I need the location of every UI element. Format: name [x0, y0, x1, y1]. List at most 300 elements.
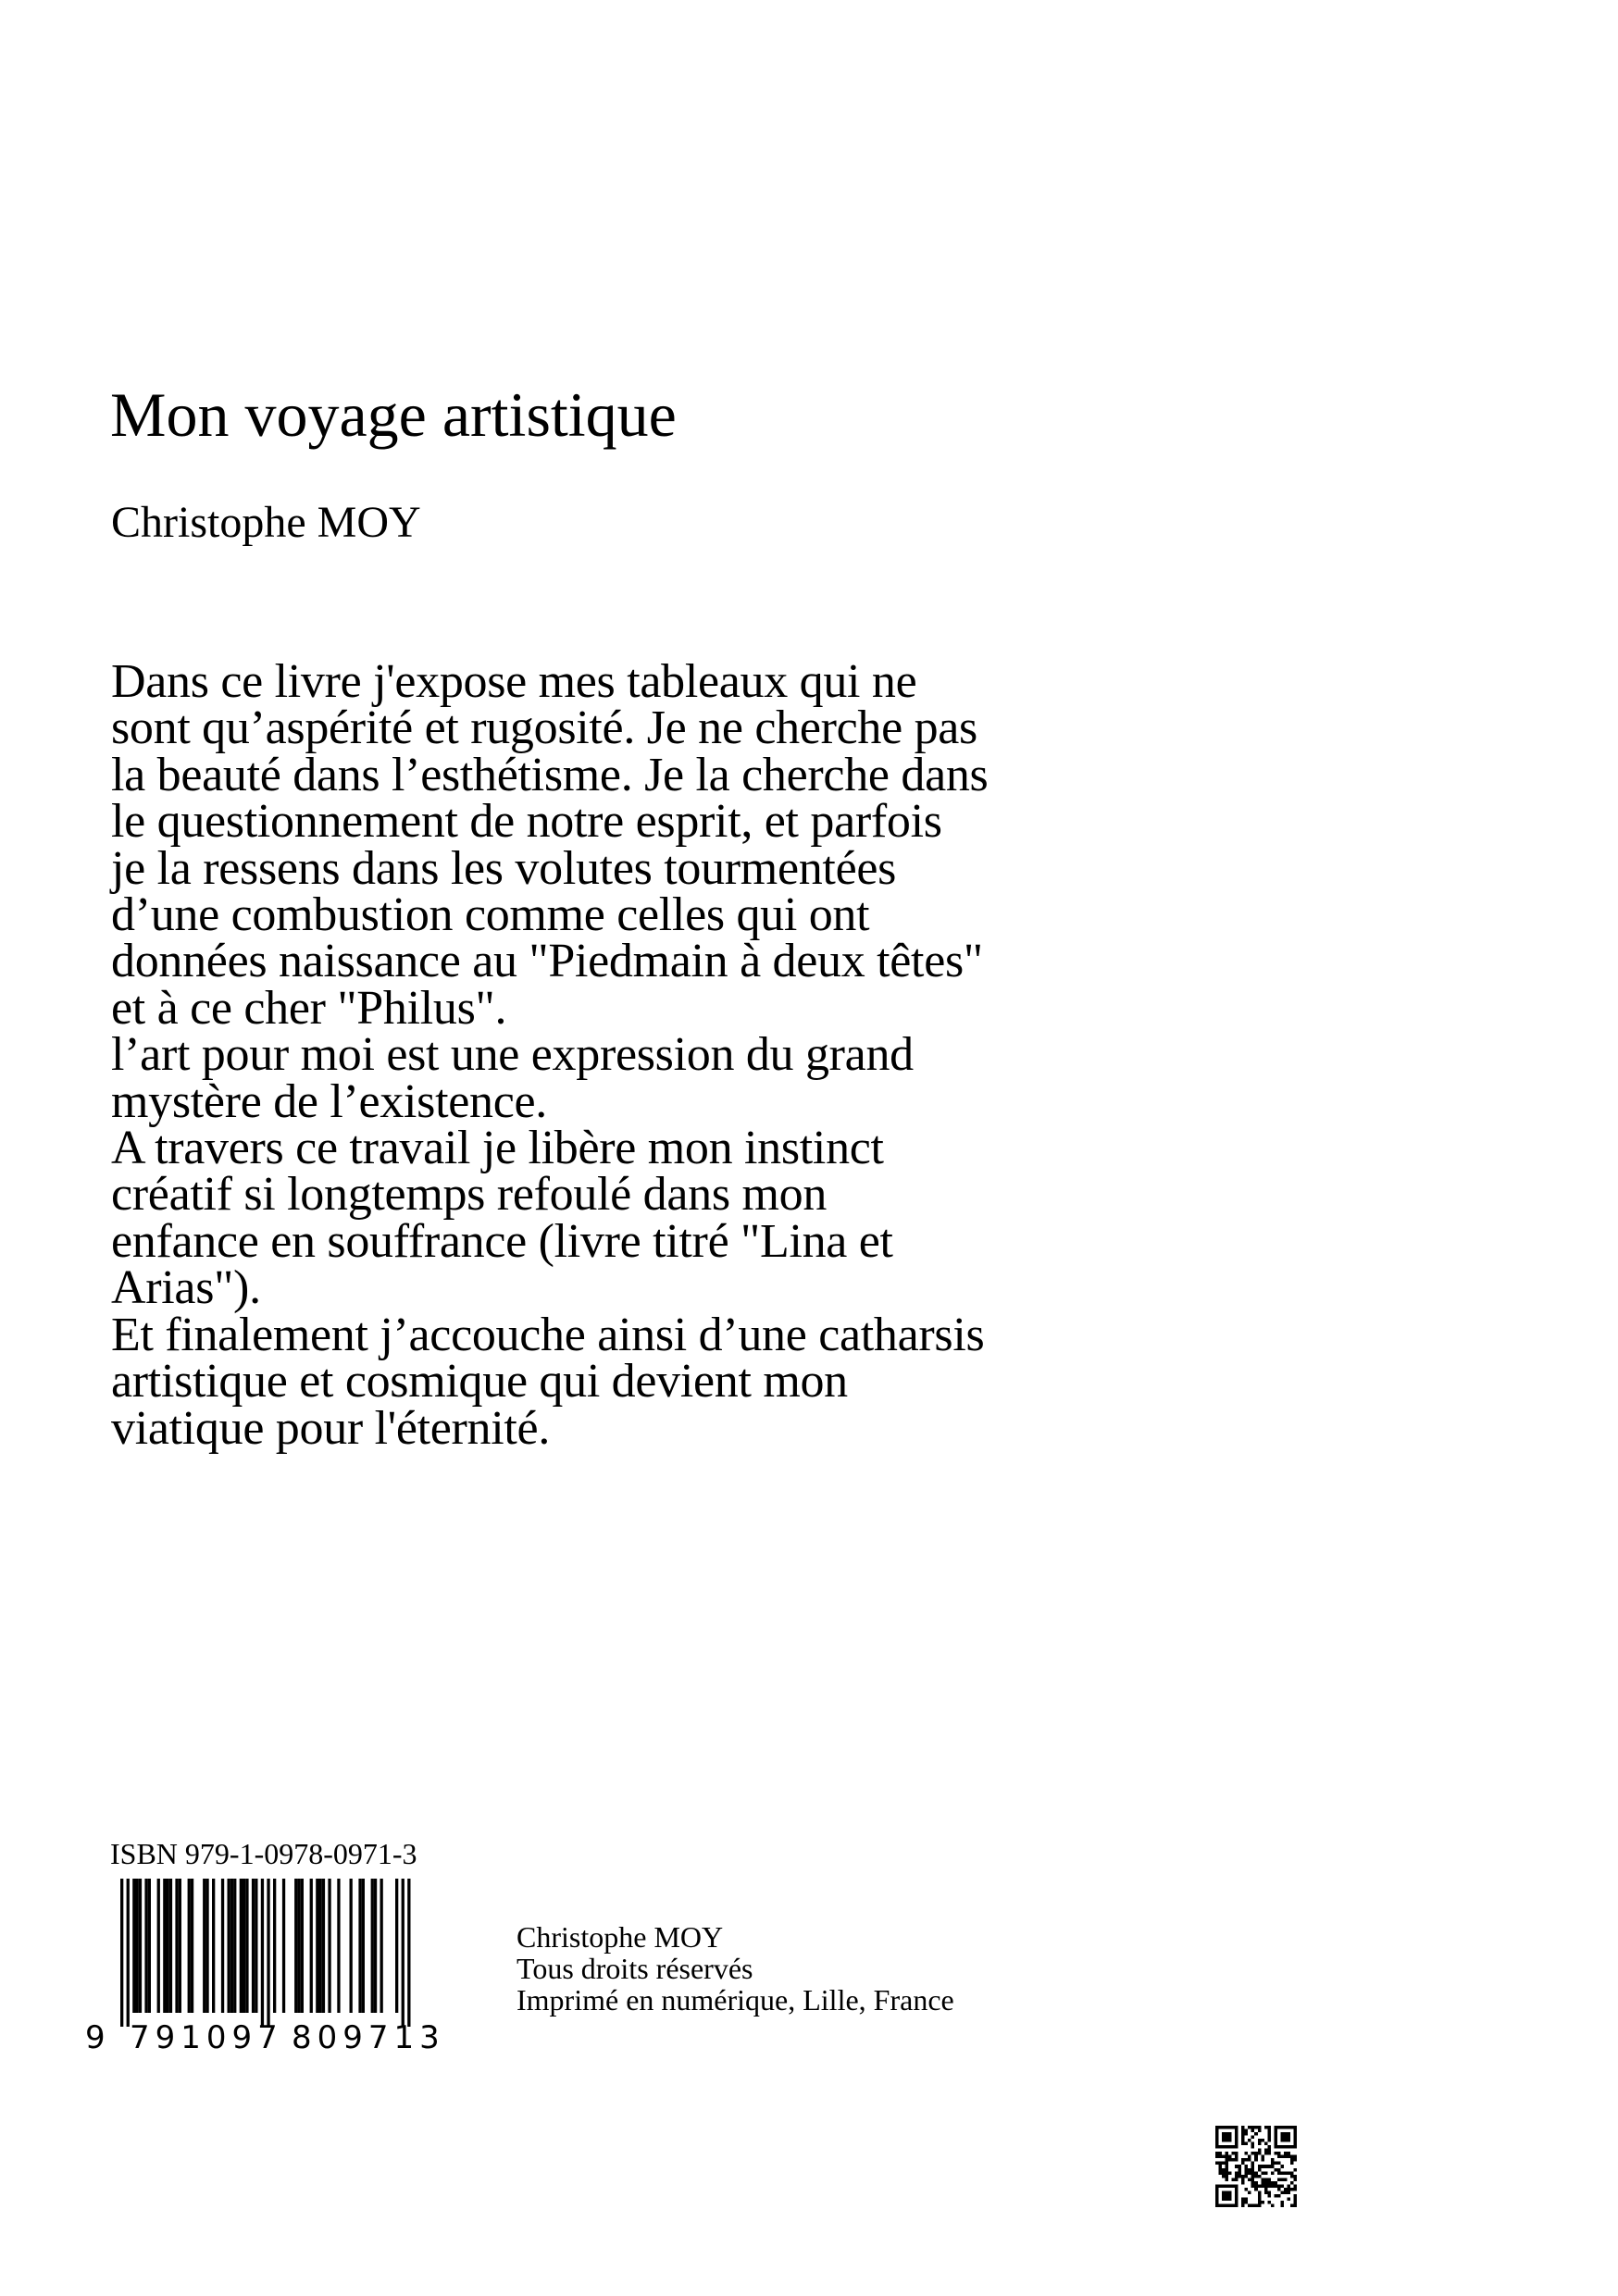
qr-module — [1267, 2181, 1271, 2185]
qr-module — [1245, 2168, 1249, 2172]
qr-module — [1287, 2188, 1290, 2191]
qr-module — [1228, 2184, 1232, 2188]
barcode-bar — [120, 1879, 123, 2027]
qr-module — [1222, 2139, 1226, 2142]
barcode-bar — [252, 1879, 255, 2013]
qr-module — [1232, 2203, 1236, 2207]
qr-module — [1232, 2184, 1236, 2188]
qr-module — [1245, 2171, 1249, 2175]
qr-module — [1219, 2171, 1223, 2175]
qr-module — [1264, 2191, 1268, 2194]
qr-module — [1258, 2149, 1262, 2153]
qr-module — [1287, 2132, 1290, 2136]
barcode-bar — [245, 1879, 248, 2013]
qr-module — [1228, 2139, 1232, 2142]
qr-module — [1219, 2203, 1223, 2207]
blurb-line: A travers ce travail je libère mon instinct — [111, 1122, 884, 1175]
qr-module — [1284, 2136, 1288, 2140]
qr-module — [1232, 2126, 1236, 2129]
qr-module — [1271, 2181, 1275, 2185]
qr-module — [1241, 2203, 1245, 2207]
qr-module — [1293, 2142, 1297, 2146]
barcode-bar — [358, 1879, 361, 2013]
qr-module — [1222, 2168, 1226, 2172]
qr-module — [1228, 2126, 1232, 2129]
qr-module — [1258, 2126, 1262, 2129]
qr-module — [1261, 2178, 1264, 2181]
blurb-line: le questionnement de notre esprit, et parfois — [111, 795, 942, 849]
qr-module — [1241, 2178, 1245, 2181]
qr-module — [1241, 2201, 1245, 2204]
qr-module — [1264, 2178, 1268, 2181]
qr-module — [1235, 2152, 1238, 2155]
imprint-rights: Tous droits réservés — [517, 1952, 753, 1985]
qr-module — [1267, 2191, 1271, 2194]
qr-module — [1264, 2149, 1268, 2153]
qr-module — [1284, 2152, 1288, 2155]
qr-module — [1293, 2129, 1297, 2133]
qr-module — [1267, 2152, 1271, 2155]
qr-module — [1293, 2139, 1297, 2142]
qr-module — [1228, 2145, 1232, 2149]
qr-module — [1226, 2184, 1229, 2188]
qr-module — [1251, 2129, 1255, 2133]
qr-module — [1254, 2184, 1258, 2188]
qr-module — [1277, 2152, 1281, 2155]
qr-module — [1274, 2145, 1277, 2149]
qr-module — [1290, 2145, 1294, 2149]
barcode-bar — [144, 1879, 147, 2013]
qr-module — [1287, 2171, 1290, 2175]
qr-module — [1241, 2136, 1245, 2140]
qr-module — [1258, 2165, 1262, 2168]
qr-module — [1261, 2184, 1264, 2188]
barcode-bar — [294, 1879, 297, 2013]
qr-module — [1235, 2142, 1238, 2146]
qr-module — [1215, 2136, 1219, 2140]
qr-module — [1222, 2126, 1226, 2129]
blurb-line: sont qu’aspérité et rugosité. Je ne cherche pas — [111, 701, 977, 755]
qr-module — [1287, 2126, 1290, 2129]
barcode-bar — [301, 1879, 304, 2013]
qr-module — [1222, 2136, 1226, 2140]
qr-module — [1241, 2126, 1245, 2129]
barcode-bar — [337, 1879, 340, 2013]
qr-module — [1267, 2149, 1271, 2153]
qr-module — [1290, 2175, 1294, 2178]
qr-module — [1280, 2178, 1284, 2181]
qr-module — [1226, 2194, 1229, 2198]
qr-module — [1248, 2126, 1251, 2129]
qr-module — [1280, 2126, 1284, 2129]
barcode-bar — [243, 1879, 245, 2013]
qr-module — [1264, 2171, 1268, 2175]
qr-module — [1258, 2152, 1262, 2155]
qr-module — [1267, 2184, 1271, 2188]
blurb-line: je la ressens dans les volutes tourmentées — [111, 841, 897, 895]
qr-module — [1261, 2165, 1264, 2168]
qr-module — [1241, 2129, 1245, 2133]
qr-module — [1251, 2145, 1255, 2149]
qr-module — [1219, 2155, 1223, 2159]
qr-module — [1274, 2132, 1277, 2136]
qr-module — [1280, 2203, 1284, 2207]
qr-module — [1264, 2165, 1268, 2168]
barcode-bar — [297, 1879, 300, 2013]
qr-module — [1219, 2162, 1223, 2166]
qr-module — [1228, 2171, 1232, 2175]
qr-module — [1235, 2175, 1238, 2178]
qr-module — [1274, 2152, 1277, 2155]
qr-module — [1251, 2203, 1255, 2207]
barcode-bar — [230, 1879, 233, 2013]
qr-module — [1215, 2139, 1219, 2142]
qr-module — [1251, 2175, 1255, 2178]
barcode-bar — [319, 1879, 322, 2013]
qr-module — [1226, 2158, 1229, 2162]
qr-module — [1261, 2158, 1264, 2162]
qr-module — [1254, 2158, 1258, 2162]
barcode-bar — [179, 1879, 181, 2013]
qr-module — [1235, 2184, 1238, 2188]
qr-module — [1261, 2201, 1264, 2204]
barcode-bar — [407, 1879, 410, 2027]
qr-module — [1267, 2145, 1271, 2149]
qr-module — [1228, 2132, 1232, 2136]
qr-module — [1245, 2201, 1249, 2204]
qr-module — [1271, 2158, 1275, 2162]
qr-module — [1271, 2184, 1275, 2188]
qr-module — [1271, 2203, 1275, 2207]
qr-module — [1215, 2142, 1219, 2146]
imprint-printing: Imprimé en numérique, Lille, France — [517, 1983, 954, 2017]
qr-module — [1284, 2145, 1288, 2149]
qr-module — [1235, 2155, 1238, 2159]
barcode-bar — [191, 1879, 193, 2013]
qr-module — [1241, 2175, 1245, 2178]
barcode-lead-digit: 9 — [85, 2019, 106, 2050]
qr-module — [1235, 2178, 1238, 2181]
qr-module — [1293, 2184, 1297, 2188]
qr-module — [1238, 2168, 1242, 2172]
blurb-line: Arias"). — [111, 1261, 261, 1315]
imprint — [517, 1921, 954, 2016]
blurb-line: mystère de l’existence. — [111, 1074, 548, 1128]
qr-module — [1251, 2162, 1255, 2166]
qr-module — [1226, 2155, 1229, 2159]
qr-module — [1226, 2168, 1229, 2172]
barcode-bar — [233, 1879, 236, 2013]
qr-module — [1267, 2136, 1271, 2140]
barcode-right-digits: 809713 — [292, 2019, 445, 2050]
book-author: Christophe MOY — [111, 498, 421, 547]
qr-module — [1232, 2178, 1236, 2181]
blurb-line: enfance en souffrance (livre titré "Lina et — [111, 1214, 893, 1268]
qr-module — [1277, 2145, 1281, 2149]
barcode-bar — [371, 1879, 374, 2013]
qr-module — [1226, 2162, 1229, 2166]
qr-module — [1215, 2162, 1219, 2166]
barcode-bar — [316, 1879, 318, 2013]
qr-module — [1238, 2171, 1242, 2175]
qr-module — [1258, 2175, 1262, 2178]
qr-module — [1241, 2197, 1245, 2201]
qr-module — [1264, 2181, 1268, 2185]
qr-module — [1226, 2175, 1229, 2178]
barcode-bar — [402, 1879, 404, 2027]
qr-module — [1290, 2162, 1294, 2166]
barcode-bar — [148, 1879, 151, 2013]
qr-module — [1293, 2132, 1297, 2136]
barcode-bar — [175, 1879, 178, 2013]
qr-module — [1251, 2168, 1255, 2172]
qr-module — [1293, 2197, 1297, 2201]
qr-module — [1277, 2171, 1281, 2175]
qr-module — [1293, 2158, 1297, 2162]
qr-module — [1245, 2142, 1249, 2146]
qr-module — [1274, 2168, 1277, 2172]
isbn-label: ISBN 979-1-0978-0971-3 — [110, 1837, 417, 1870]
qr-module — [1280, 2136, 1284, 2140]
qr-module — [1245, 2197, 1249, 2201]
qr-code-icon — [1215, 2126, 1297, 2207]
qr-module — [1235, 2194, 1238, 2198]
barcode-left-digits: 791097 — [130, 2019, 283, 2050]
qr-module — [1277, 2188, 1281, 2191]
imprint-author: Christophe MOY — [517, 1920, 724, 1954]
qr-module — [1248, 2191, 1251, 2194]
qr-module — [1235, 2136, 1238, 2140]
qr-module — [1258, 2129, 1262, 2133]
qr-module — [1258, 2197, 1262, 2201]
qr-module — [1258, 2194, 1262, 2198]
qr-module — [1232, 2152, 1236, 2155]
qr-module — [1274, 2136, 1277, 2140]
qr-module — [1287, 2155, 1290, 2159]
qr-module — [1267, 2201, 1271, 2204]
qr-module — [1280, 2184, 1284, 2188]
blurb-line: Dans ce livre j'expose mes tableaux qui ne — [111, 655, 917, 708]
qr-module — [1280, 2171, 1284, 2175]
qr-module — [1267, 2126, 1271, 2129]
qr-module — [1258, 2191, 1262, 2194]
qr-module — [1215, 2155, 1219, 2159]
qr-module — [1226, 2197, 1229, 2201]
qr-module — [1222, 2194, 1226, 2198]
qr-module — [1226, 2136, 1229, 2140]
qr-module — [1274, 2126, 1277, 2129]
qr-module — [1219, 2165, 1223, 2168]
qr-module — [1215, 2197, 1219, 2201]
qr-module — [1226, 2165, 1229, 2168]
qr-module — [1235, 2197, 1238, 2201]
blurb — [111, 655, 1222, 1455]
qr-module — [1251, 2136, 1255, 2140]
qr-module — [1226, 2203, 1229, 2207]
qr-module — [1284, 2155, 1288, 2159]
blurb-line: viatique pour l'éternité. — [111, 1401, 551, 1455]
qr-module — [1264, 2152, 1268, 2155]
blurb-line: l’art pour moi est une expression du grand — [111, 1028, 914, 1082]
qr-module — [1293, 2188, 1297, 2191]
qr-module — [1248, 2203, 1251, 2207]
qr-module — [1232, 2158, 1236, 2162]
qr-module — [1235, 2191, 1238, 2194]
qr-module — [1290, 2181, 1294, 2185]
qr-module — [1267, 2165, 1271, 2168]
qr-module — [1245, 2165, 1249, 2168]
blurb-line: et à ce cher "Philus". — [111, 981, 507, 1035]
qr-module — [1219, 2145, 1223, 2149]
qr-module — [1287, 2136, 1290, 2140]
qr-module — [1235, 2139, 1238, 2142]
qr-module — [1215, 2126, 1219, 2129]
qr-module — [1226, 2191, 1229, 2194]
qr-module — [1287, 2184, 1290, 2188]
qr-module — [1235, 2201, 1238, 2204]
qr-module — [1235, 2188, 1238, 2191]
qr-module — [1280, 2139, 1284, 2142]
qr-module — [1254, 2132, 1258, 2136]
qr-module — [1293, 2203, 1297, 2207]
qr-module — [1228, 2197, 1232, 2201]
qr-module — [1222, 2191, 1226, 2194]
qr-module — [1274, 2184, 1277, 2188]
qr-module — [1290, 2158, 1294, 2162]
qr-module — [1215, 2188, 1219, 2191]
qr-module — [1251, 2165, 1255, 2168]
qr-module — [1290, 2203, 1294, 2207]
qr-module — [1235, 2203, 1238, 2207]
qr-module — [1293, 2201, 1297, 2204]
blurb-line: la beauté dans l’esthétisme. Je la cherche dans — [111, 748, 989, 801]
qr-module — [1254, 2203, 1258, 2207]
barcode-bar — [212, 1879, 215, 2013]
qr-module — [1251, 2142, 1255, 2146]
qr-module — [1222, 2171, 1226, 2175]
qr-module — [1293, 2126, 1297, 2129]
qr-module — [1245, 2158, 1249, 2162]
barcode-bar — [310, 1879, 313, 2013]
qr-module — [1258, 2201, 1262, 2204]
barcode-bar — [362, 1879, 365, 2013]
qr-module — [1267, 2139, 1271, 2142]
qr-module — [1238, 2165, 1242, 2168]
qr-module — [1284, 2126, 1288, 2129]
qr-module — [1264, 2142, 1268, 2146]
qr-module — [1248, 2168, 1251, 2172]
qr-module — [1274, 2194, 1277, 2198]
qr-module — [1284, 2132, 1288, 2136]
qr-module — [1254, 2175, 1258, 2178]
qr-module — [1215, 2201, 1219, 2204]
qr-module — [1245, 2152, 1249, 2155]
qr-module — [1258, 2139, 1262, 2142]
qr-module — [1215, 2132, 1219, 2136]
qr-module — [1271, 2162, 1275, 2166]
qr-module — [1280, 2165, 1284, 2168]
qr-module — [1238, 2175, 1242, 2178]
qr-module — [1293, 2168, 1297, 2172]
qr-module — [1215, 2145, 1219, 2149]
barcode-bar — [322, 1879, 325, 2013]
qr-module — [1284, 2178, 1288, 2181]
qr-module — [1274, 2129, 1277, 2133]
qr-module — [1219, 2184, 1223, 2188]
barcode-bar — [350, 1879, 353, 2013]
qr-module — [1241, 2142, 1245, 2146]
qr-module — [1280, 2155, 1284, 2159]
qr-module — [1232, 2145, 1236, 2149]
qr-module — [1248, 2171, 1251, 2175]
barcode-bar — [139, 1879, 142, 2013]
qr-module — [1274, 2139, 1277, 2142]
qr-module — [1258, 2184, 1262, 2188]
qr-module — [1219, 2168, 1223, 2172]
qr-module — [1284, 2191, 1288, 2194]
qr-module — [1274, 2162, 1277, 2166]
qr-module — [1228, 2158, 1232, 2162]
book-title: Mon voyage artistique — [110, 379, 677, 450]
qr-module — [1287, 2191, 1290, 2194]
qr-module — [1235, 2171, 1238, 2175]
qr-module — [1254, 2155, 1258, 2159]
qr-module — [1226, 2132, 1229, 2136]
qr-module — [1290, 2126, 1294, 2129]
blurb-line: Et finalement j’accouche ainsi d’une catharsis — [111, 1308, 985, 1361]
qr-module — [1215, 2203, 1219, 2207]
barcode-bar — [282, 1879, 285, 2013]
qr-module — [1235, 2145, 1238, 2149]
barcode-bar — [205, 1879, 208, 2013]
qr-module — [1241, 2132, 1245, 2136]
barcode-bar — [261, 1879, 264, 2027]
qr-module — [1274, 2142, 1277, 2146]
qr-module — [1293, 2145, 1297, 2149]
qr-module — [1222, 2184, 1226, 2188]
qr-module — [1277, 2168, 1281, 2172]
qr-module — [1293, 2194, 1297, 2198]
qr-module — [1284, 2188, 1288, 2191]
qr-module — [1293, 2178, 1297, 2181]
qr-module — [1264, 2184, 1268, 2188]
qr-module — [1248, 2155, 1251, 2159]
qr-module — [1222, 2162, 1226, 2166]
qr-module — [1219, 2126, 1223, 2129]
qr-module — [1261, 2171, 1264, 2175]
barcode-bar — [157, 1879, 160, 2013]
qr-module — [1215, 2194, 1219, 2198]
qr-module — [1226, 2139, 1229, 2142]
qr-module — [1215, 2129, 1219, 2133]
barcode-bar — [374, 1879, 377, 2013]
qr-module — [1261, 2155, 1264, 2159]
barcode-bar — [163, 1879, 166, 2013]
barcode-bar — [136, 1879, 139, 2013]
qr-module — [1290, 2171, 1294, 2175]
qr-module — [1245, 2188, 1249, 2191]
barcode-bar — [395, 1879, 398, 2013]
qr-module — [1226, 2171, 1229, 2175]
qr-module — [1228, 2194, 1232, 2198]
qr-module — [1267, 2129, 1271, 2133]
qr-module — [1261, 2181, 1264, 2185]
qr-module — [1222, 2197, 1226, 2201]
qr-module — [1241, 2158, 1245, 2162]
barcode-bar — [380, 1879, 383, 2013]
qr-module — [1287, 2197, 1290, 2201]
qr-module — [1293, 2136, 1297, 2140]
